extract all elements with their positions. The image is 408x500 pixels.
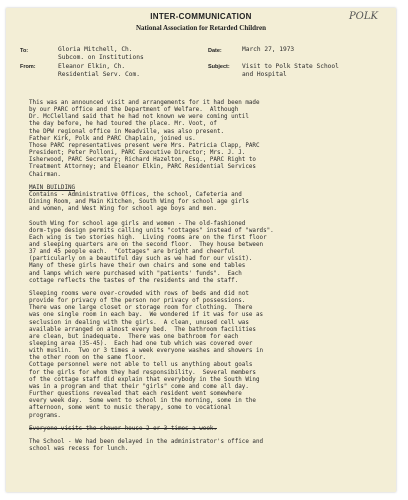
main-building-line: Many of these girls have their own chairs and some end tables: [29, 263, 246, 270]
sleeping-line: provide for privacy of the person nor privacy of possessions.: [29, 298, 246, 305]
to-line-1: Gloria Mitchell, Ch.: [58, 46, 133, 53]
intro-line: This was an announced visit and arrangements for it had been made: [29, 100, 260, 106]
handwritten-note: POLK: [348, 11, 378, 22]
school-line: school was recess for lunch.: [29, 446, 129, 453]
to-label: To:: [20, 48, 29, 54]
from-line-1: Eleanor Elkin, Ch.: [58, 63, 126, 70]
school-paragraph: [29, 439, 389, 453]
sleeping-line: the other room on the same floor.: [29, 355, 147, 362]
main-building-paragraph: [29, 192, 389, 285]
cottage-line: programs.: [29, 412, 61, 419]
memo-heading: INTER-COMMUNICATION: [150, 12, 252, 21]
sleeping-line: with muslin. Two or 3 times a week everyone washes and showers in: [29, 348, 264, 355]
sleeping-line: There was one large closet or storage room for clothing. There: [29, 305, 253, 312]
main-building-line: and lamps which were purchased with "patients' funds". Each: [29, 270, 242, 277]
cottage-line: Further questions revealed that each resident went somewhere: [29, 391, 242, 398]
sleeping-line: are clean, but inadequate. There was one bathroom for each: [29, 333, 239, 340]
main-building-line: Contains - Administrative Offices, the school, Cafeteria and: [29, 191, 242, 198]
subject-line-1: Visit to Polk State School: [242, 63, 339, 70]
cottage-line: Cottage personnel were not able to tell us anything about goals: [29, 362, 253, 369]
main-building-line: (particularly on a beautiful day such as we had for our visit).: [29, 256, 253, 263]
intro-line: Treatment Attorney; and Eleanor Elkin, PARC Residential Services: [29, 164, 256, 171]
cottage-paragraph: [29, 362, 389, 419]
sleeping-paragraph: [29, 291, 389, 363]
subject-label: Subject:: [208, 64, 230, 70]
intro-line: Chairman.: [29, 171, 61, 178]
struck-line: Everyone visits the shower house 2 or 3 times a week.: [29, 425, 217, 432]
date-label: Date:: [208, 48, 222, 54]
intro-line: Father Kirk, Polk and PARC Chaplain, joined us.: [29, 135, 196, 142]
cottage-line: was in a program and that their "girls" come and come all day.: [29, 383, 249, 390]
memo-body: [29, 100, 389, 453]
main-building-line: and women, and West Wing for school age boys and men.: [29, 206, 217, 213]
main-building-line: and sleeping quarters are on the second floor. They house between: [29, 241, 264, 248]
date-value: March 27, 1973: [242, 46, 295, 53]
memo-page: [6, 8, 396, 492]
intro-line: the day before, he had toured the place. Mr. Voot, of: [29, 121, 217, 128]
intro-line: Isherwood, PARC Secretary; Richard Hazelton, Esq., PARC Right to: [29, 157, 256, 164]
main-building-line: Each wing is two stories high. Living rooms are on the first floor: [29, 234, 267, 241]
section-heading-main-building: MAIN BUILDING: [29, 184, 76, 191]
from-line-2: Residential Serv. Com.: [58, 71, 140, 78]
main-building-line: 37 and 45 people each. "Cottages" are bright and cheerful: [29, 249, 235, 256]
sleeping-line: seclusion in dealing with the girls. A clean, unused cell was: [29, 319, 249, 326]
organization-name: National Association for Retarded Children: [135, 24, 267, 32]
to-line-2: Subcom. on Institutions: [58, 54, 144, 61]
cottage-line: of the cottage staff did explain that everybody in the South Wing: [29, 376, 260, 383]
intro-line: Dr. McClelland said that he had not known we were coming until: [29, 114, 249, 121]
main-building-line: dorm-type design permits calling units "cottages" instead of "wards".: [29, 227, 274, 234]
cottage-line: every week day. Some went to school in the morning, some in the: [29, 398, 256, 405]
sleeping-line: available arranged on almost every bed. The bathroom facilities: [29, 326, 256, 333]
intro-line: the DPW regional office in Meadville, was also present.: [29, 128, 225, 135]
school-line: The School - We had been delayed in the administrator's office and: [29, 438, 264, 445]
sleeping-line: Sleeping rooms were over-crowded with rows of beds and did not: [29, 290, 249, 297]
subject-line-2: and Hospital: [242, 71, 287, 78]
sleeping-line: was one single room in each bay. We wondered if it was for use as: [29, 312, 264, 319]
intro-line: by our PARC office and the Department of Welfare. Although: [29, 107, 239, 114]
intro-line: President; Peter Polloni, PARC Executive Director; Mrs. J. J.: [29, 150, 246, 157]
main-building-line: South Wing for school age girls and women - The old-fashioned: [29, 220, 246, 227]
main-building-line: cottage reflects the tastes of the residents and the staff.: [29, 277, 239, 284]
from-label: From:: [20, 64, 36, 70]
main-building-line: [29, 213, 389, 220]
cottage-line: afternoon, some went to music therapy, some to vocational: [29, 405, 232, 412]
sleeping-line: sleeping area (35-45). Each had one tub which was covered over: [29, 341, 253, 347]
intro-paragraph: [29, 100, 389, 179]
main-building-line: Dining Room, and Main Kitchen, South Wing for school age girls: [29, 199, 249, 206]
cottage-line: for the girls for whom they had responsibility. Several members: [29, 369, 256, 376]
intro-line: Those PARC representatives present were Mrs. Patricia Clapp, PARC: [29, 142, 260, 149]
